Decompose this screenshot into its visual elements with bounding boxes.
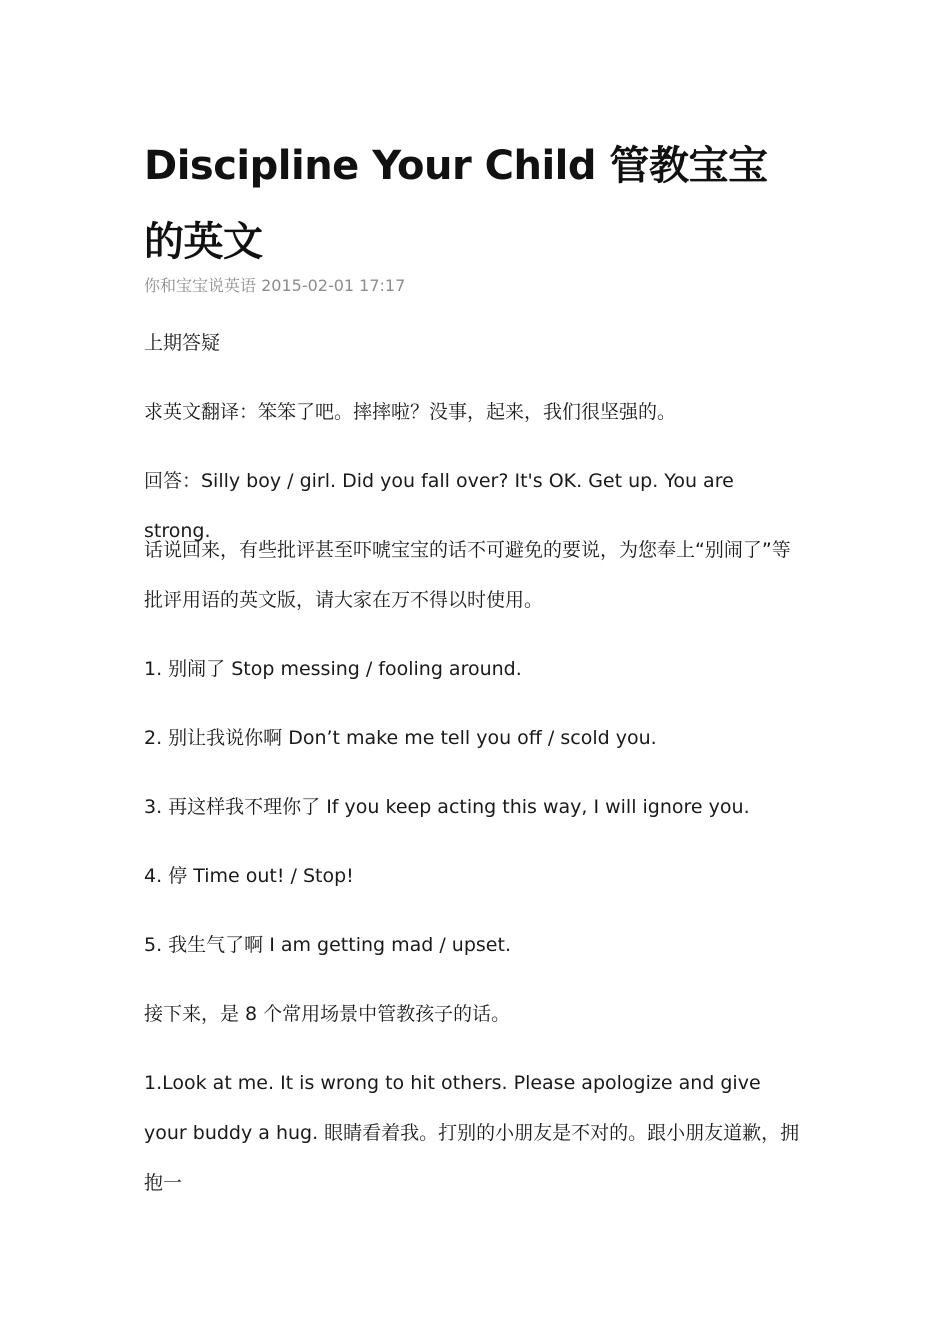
list-item: 5. 我生气了啊 I am getting mad / upset. [144, 934, 511, 956]
scenario-item: 1.Look at me. It is wrong to hit others. Please apologize and give your buddy a hug. 眼睛看着我。打别的小朋友是不对的。跟小朋友道歉，拥抱一 [144, 1072, 800, 1194]
list-item: 1. 别闹了 Stop messing / fooling around. [144, 658, 522, 680]
article-datetime: 2015-02-01 17:17 [261, 276, 406, 295]
article-meta [144, 274, 405, 298]
list-item: 3. 再这样我不理你了 If you keep acting this way, I will ignore you. [144, 796, 750, 818]
paragraph-answer: 回答：Silly boy / girl. Did you fall over? It's OK. Get up. You are strong. [144, 470, 734, 542]
paragraph-previous-qa: 上期答疑 [144, 332, 221, 354]
article-title: Discipline Your Child 管教宝宝的英文 [144, 143, 768, 265]
paragraph-question: 求英文翻译：笨笨了吧。摔摔啦？没事，起来，我们很坚强的。 [144, 401, 677, 423]
list-item: 2. 别让我说你啊 Don’t make me tell you off / scold you. [144, 727, 657, 749]
paragraph-scenarios-intro: 接下来，是 8 个常用场景中管教孩子的话。 [144, 1003, 511, 1025]
paragraph-intro: 话说回来，有些批评甚至吓唬宝宝的话不可避免的要说，为您奉上“别闹了”等批评用语的英文版，请大家在万不得以时使用。 [144, 539, 791, 611]
article-author[interactable]: 你和宝宝说英语 [144, 276, 257, 295]
list-item: 4. 停 Time out! / Stop! [144, 865, 354, 887]
